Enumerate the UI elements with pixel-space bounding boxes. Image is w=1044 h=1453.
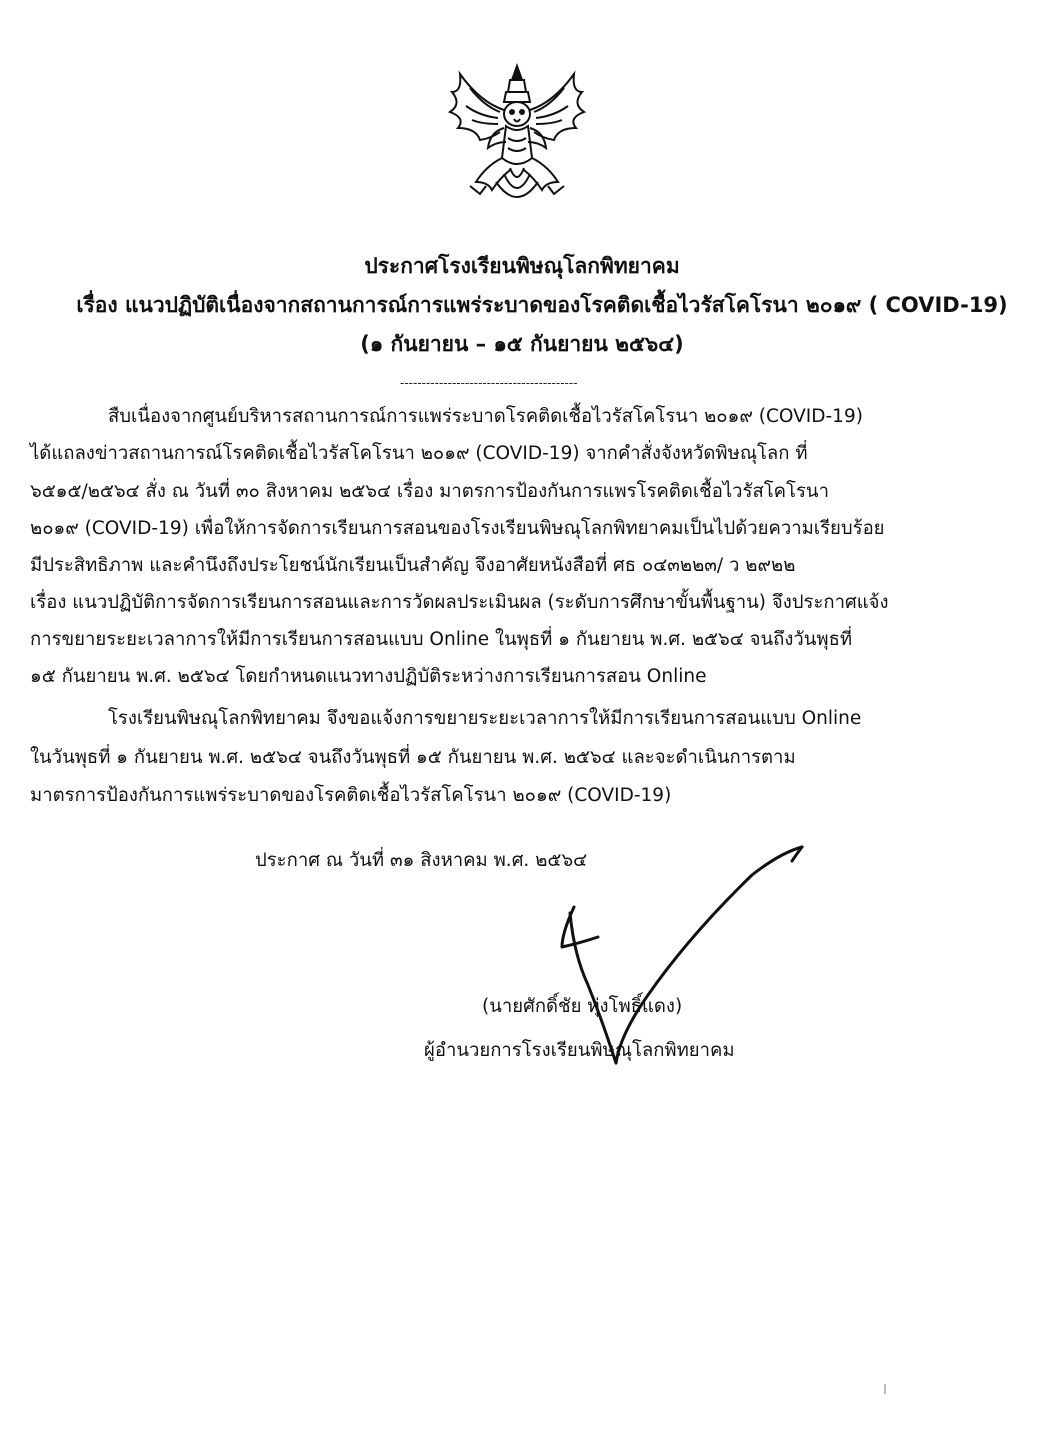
paragraph-2-line: โรงเรียนพิษณุโลกพิทยาคม จึงขอแจ้งการขยายระยะเวลาการให้มีการเรียนการสอนแบบ Online [108,708,862,729]
paragraph-2-line: มาตรการป้องกันการแพร่ระบาดของโรคติดเชื้อไวรัสโคโรนา ๒๐๑๙ (COVID-19) [30,785,672,806]
paragraph-1-line: เรื่อง แนวปฏิบัติการจัดการเรียนการสอนและการวัดผลประเมินผล (ระดับการศึกษาขั้นพื้นฐาน) จึงประกาศแจ้ง [30,592,889,613]
paragraph-1-line: มีประสิทธิภาพ และคำนึงถึงประโยชน์นักเรียนเป็นสำคัญ จึงอาศัยหนังสือที่ ศธ ๐๔๓๒๒๓/ ว ๒๙๒๒ [30,555,796,576]
paragraph-1-line: ๖๕๑๕/๒๕๖๔ สั่ง ณ วันที่ ๓๐ สิงหาคม ๒๕๖๔ เรื่อง มาตรการป้องกันการแพรโรคติดเชื้อไวรัสโคโรนา [30,481,829,502]
paragraph-1-line: ได้แถลงข่าวสถานการณ์โรคติดเชื้อไวรัสโคโรนา ๒๐๑๙ (COVID-19) จากคำสั่งจังหวัดพิษณุโลก ที่ [30,443,808,464]
garuda-emblem-icon [440,62,594,210]
divider-line: ----------------------------------------- [400,376,578,390]
scan-speck [884,1384,886,1394]
announcement-date: ประกาศ ณ วันที่ ๓๑ สิงหาคม พ.ศ. ๒๕๖๔ [255,850,588,871]
signer-title: ผู้อำนวยการโรงเรียนพิษณุโลกพิทยาคม [424,1040,735,1061]
paragraph-1-line: ๒๐๑๙ (COVID-19) เพื่อให้การจัดการเรียนการสอนของโรงเรียนพิษณุโลกพิทยาคมเป็นไปด้วยความเรียบร้อย [30,518,885,539]
signer-name: (นายศักดิ์ชัย ทุ่งโพธิ์แดง) [482,996,683,1017]
paragraph-2-line: ในวันพุธที่ ๑ กันยายน พ.ศ. ๒๕๖๔ จนถึงวันพุธที่ ๑๕ กันยายน พ.ศ. ๒๕๖๔ และจะดำเนินการตาม [30,747,796,768]
paragraph-1-line: การขยายระยะเวลาการให้มีการเรียนการสอนแบบ Online ในพุธที่ ๑ กันยายน พ.ศ. ๒๕๖๔ จนถึงวันพุธที่ [30,629,853,650]
paragraph-1-line: ๑๕ กันยายน พ.ศ. ๒๕๖๔ โดยกำหนดแนวทางปฏิบัติระหว่างการเรียนการสอน Online [30,666,707,687]
paragraph-1-line: สืบเนื่องจากศูนย์บริหารสถานการณ์การแพร่ระบาดโรคติดเชื้อไวรัสโคโรนา ๒๐๑๙ (COVID-19) [108,406,863,427]
announcement-period: (๑ กันยายน – ๑๕ กันยายน ๒๕๖๔) [360,332,684,356]
announcement-title: ประกาศโรงเรียนพิษณุโลกพิทยาคม [364,254,680,278]
announcement-subject: เรื่อง แนวปฏิบัติเนื่องจากสถานการณ์การแพร่ระบาดของโรคติดเชื้อไวรัสโคโรนา ๒๐๑๙ ( COVID-19) [76,293,1008,317]
